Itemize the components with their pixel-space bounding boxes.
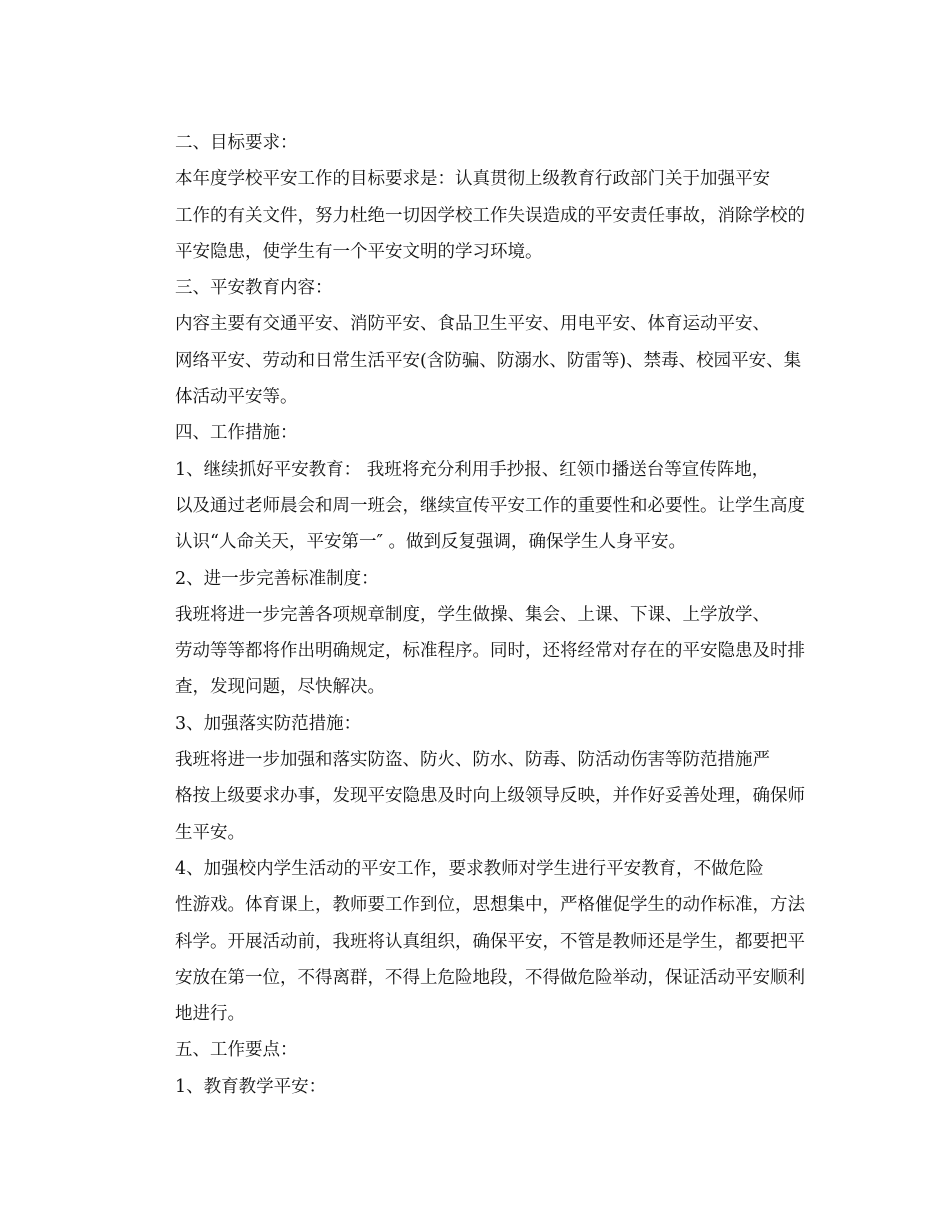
paragraph-measure-3 xyxy=(140,742,812,851)
text-line: 我班将进一步完善各项规章制度，学生做操、集会、上课、下课、上学放学、 xyxy=(175,604,770,625)
heading-goals xyxy=(140,125,812,161)
document-body xyxy=(140,125,812,1105)
text-line: 劳动等等都将作出明确规定，标准程序。同时，还将经常对存在的平安隐患及时排 xyxy=(175,641,805,662)
paragraph-measure-4 xyxy=(140,851,812,1032)
text-line: 1、继续抓好平安教育： 我班将充分利用手抄报、红领巾播送台等宣传阵地， xyxy=(175,459,770,480)
paragraph-measure-1 xyxy=(140,452,812,561)
text-line: 五、工作要点： xyxy=(175,1040,298,1061)
text-line: 查，发现问题，尽快解决。 xyxy=(175,677,385,698)
text-line: 三、平安教育内容： xyxy=(175,278,333,299)
heading-teaching-safety xyxy=(140,1069,812,1105)
text-line: 体活动平安等。 xyxy=(175,387,298,408)
text-line: 2、进一步完善标准制度： xyxy=(175,568,379,589)
text-line: 性游戏。体育课上，教师要工作到位，思想集中，严格催促学生的动作标准，方法 xyxy=(175,895,805,916)
text-line: 4、加强校内学生活动的平安工作，要求教师对学生进行平安教育，不做危险 xyxy=(175,858,764,879)
text-line: 格按上级要求办事，发现平安隐患及时向上级领导反映，并作好妥善处理，确保师 xyxy=(175,786,805,807)
heading-safety-content xyxy=(140,270,812,306)
text-line: 二、目标要求： xyxy=(175,133,298,153)
paragraph-safety-content xyxy=(140,306,812,415)
heading-measure-2 xyxy=(140,561,812,597)
text-line: 认识“人命关天，平安第一″ 。做到反复强调，确保学生人身平安。 xyxy=(175,532,687,553)
text-line: 本年度学校平安工作的目标要求是：认真贯彻上级教育行政部门关于加强平安 xyxy=(175,169,770,190)
paragraph-measure-2 xyxy=(140,597,812,706)
text-line: 我班将进一步加强和落实防盗、防火、防水、防毒、防活动伤害等防范措施严 xyxy=(175,750,770,771)
heading-measures xyxy=(140,415,812,451)
text-line: 工作的有关文件，努力杜绝一切因学校工作失误造成的平安责任事故，消除学校的 xyxy=(175,205,805,226)
text-line: 平安隐患，使学生有一个平安文明的学习环境。 xyxy=(175,241,543,262)
text-line: 四、工作措施： xyxy=(175,423,298,444)
text-line: 以及通过老师晨会和周一班会，继续宣传平安工作的重要性和必要性。让学生高度 xyxy=(175,495,805,516)
text-line: 地进行。 xyxy=(175,1004,245,1025)
heading-measure-3 xyxy=(140,706,812,742)
text-line: 网络平安、劳动和日常生活平安(含防骗、防溺水、防雷等)、禁毒、校园平安、集 xyxy=(175,350,802,371)
text-line: 1、教育教学平安： xyxy=(175,1076,327,1097)
text-line: 生平安。 xyxy=(175,822,245,843)
text-line: 3、加强落实防范措施： xyxy=(175,713,362,734)
text-line: 科学。开展活动前，我班将认真组织，确保平安，不管是教师还是学生，都要把平 xyxy=(175,931,805,952)
text-line: 内容主要有交通平安、消防平安、食品卫生平安、用电平安、体育运动平安、 xyxy=(175,314,770,335)
text-line: 安放在第一位，不得离群，不得上危险地段，不得做危险举动，保证活动平安顺利 xyxy=(175,967,805,988)
heading-key-points xyxy=(140,1032,812,1068)
paragraph-goals xyxy=(140,161,812,270)
